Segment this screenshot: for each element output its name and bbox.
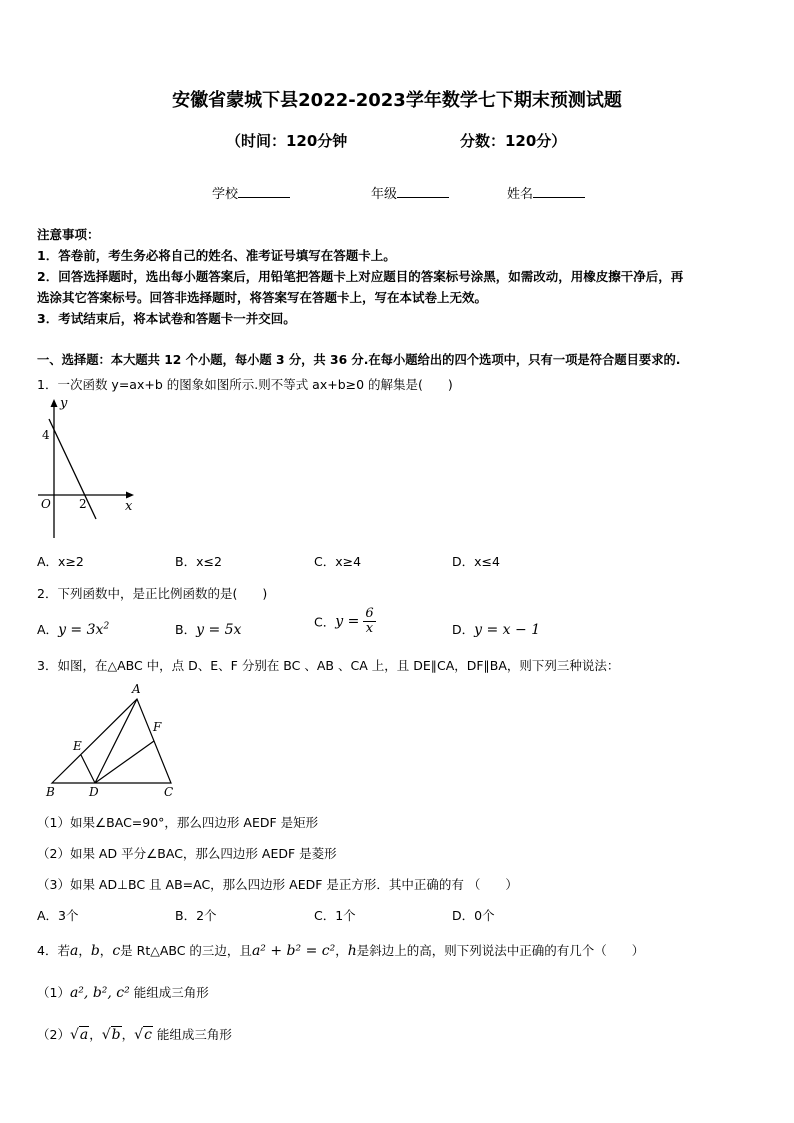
q1-stem: 1．一次函数 y=ax+b 的图象如图所示.则不等式 ax+b≥0 的解集是( ) <box>37 377 453 392</box>
q3-triangle-figure <box>40 680 190 802</box>
sqrt-b: √b <box>101 1027 121 1043</box>
notice-item: 2．回答选择题时，选出每小题答案后，用铅笔把答题卡上对应题目的答案标号涂黑，如需改动，用橡皮擦干净后，再 <box>37 269 684 284</box>
q2-option-d[interactable]: D．y = x − 1 <box>452 622 541 638</box>
q1-option-a[interactable]: A．x≥2 <box>37 554 84 569</box>
q3-statement: （3）如果 AD⊥BC 且 AB=AC，那么四边形 AEDF 是正方形．其中正确的有 （ ） <box>37 877 518 892</box>
q2-option-b[interactable]: B．y = 5x <box>175 622 242 638</box>
q2-option-a[interactable]: A．$y = 3x^2$ <box>37 621 110 638</box>
label-e: E <box>73 739 82 753</box>
school-field: 学校 <box>212 183 290 202</box>
q3-statement: （2）如果 AD 平分∠BAC，那么四边形 AEDF 是菱形 <box>37 846 337 861</box>
exam-time: （时间：120分钟 <box>226 132 348 150</box>
y-intercept-label: 4 <box>42 428 50 442</box>
notice-item: 3．考试结束后，将本试卷和答题卡一并交回。 <box>37 311 296 326</box>
label-a: A <box>132 682 141 696</box>
label-c: C <box>164 785 174 799</box>
q2-option-c[interactable]: C．y = $\frac{6}{x}$ <box>314 606 374 636</box>
fraction: $\frac{6}{x}$ <box>365 606 374 636</box>
q2-stem: 2．下列函数中，是正比例函数的是( ) <box>37 586 268 601</box>
q1-option-c[interactable]: C．x≥4 <box>314 554 362 569</box>
q1-graph <box>30 393 140 543</box>
label-d: D <box>89 785 99 799</box>
y-axis-label: y <box>60 396 68 411</box>
label-f: F <box>153 720 162 734</box>
exam-score: 分数：120分） <box>460 132 567 150</box>
q3-stem: 3．如图，在△ABC 中，点 D、E、F 分别在 BC 、AB 、CA 上，且 DE∥CA，DF∥BA，则下列三种说法： <box>37 658 620 673</box>
grade-blank <box>397 185 449 198</box>
q3-option-c[interactable]: C．1个 <box>314 908 356 923</box>
sqrt-c: √c <box>134 1027 152 1043</box>
page-title: 安徽省蒙城下县2022-2023学年数学七下期末预测试题 <box>172 90 622 111</box>
notice-item: 选涂其它答案标号。回答非选择题时，将答案写在答题卡上，写在本试卷上无效。 <box>37 290 488 305</box>
q3-option-a[interactable]: A．3个 <box>37 908 79 923</box>
grade-field: 年级 <box>371 183 449 202</box>
label-b: B <box>46 785 55 799</box>
q1-option-d[interactable]: D．x≤4 <box>452 554 500 569</box>
q3-statement: （1）如果∠BAC=90°，那么四边形 AEDF 是矩形 <box>37 815 319 830</box>
section-heading: 一、选择题：本大题共 12 个小题，每小题 3 分，共 36 分.在每小题给出的四个选项中，只有一项是符合题目要求的. <box>37 353 681 367</box>
origin-label: O <box>41 497 51 511</box>
q4-statement-1: （1）a², b², c² 能组成三角形 <box>37 985 209 1001</box>
x-axis-label: x <box>125 499 133 514</box>
q3-option-b[interactable]: B．2个 <box>175 908 217 923</box>
q1-option-b[interactable]: B．x≤2 <box>175 554 222 569</box>
sqrt-a: √a <box>69 1027 89 1043</box>
notice-heading: 注意事项： <box>37 227 100 242</box>
notice-item: 1．答卷前，考生务必将自己的姓名、准考证号填写在答题卡上。 <box>37 248 396 263</box>
x-intercept-label: 2 <box>79 497 87 511</box>
q3-option-d[interactable]: D．0个 <box>452 908 495 923</box>
q4-stem: 4．若a，b，c是 Rt△ABC 的三边，且a² + b² = c²，h是斜边上的高，则下列说法中正确的有几个（ ） <box>37 943 645 959</box>
q4-statement-2: （2）√a，√b，√c 能组成三角形 <box>37 1027 232 1043</box>
name-blank <box>533 185 585 198</box>
school-blank <box>238 185 290 198</box>
name-field: 姓名 <box>507 183 585 202</box>
